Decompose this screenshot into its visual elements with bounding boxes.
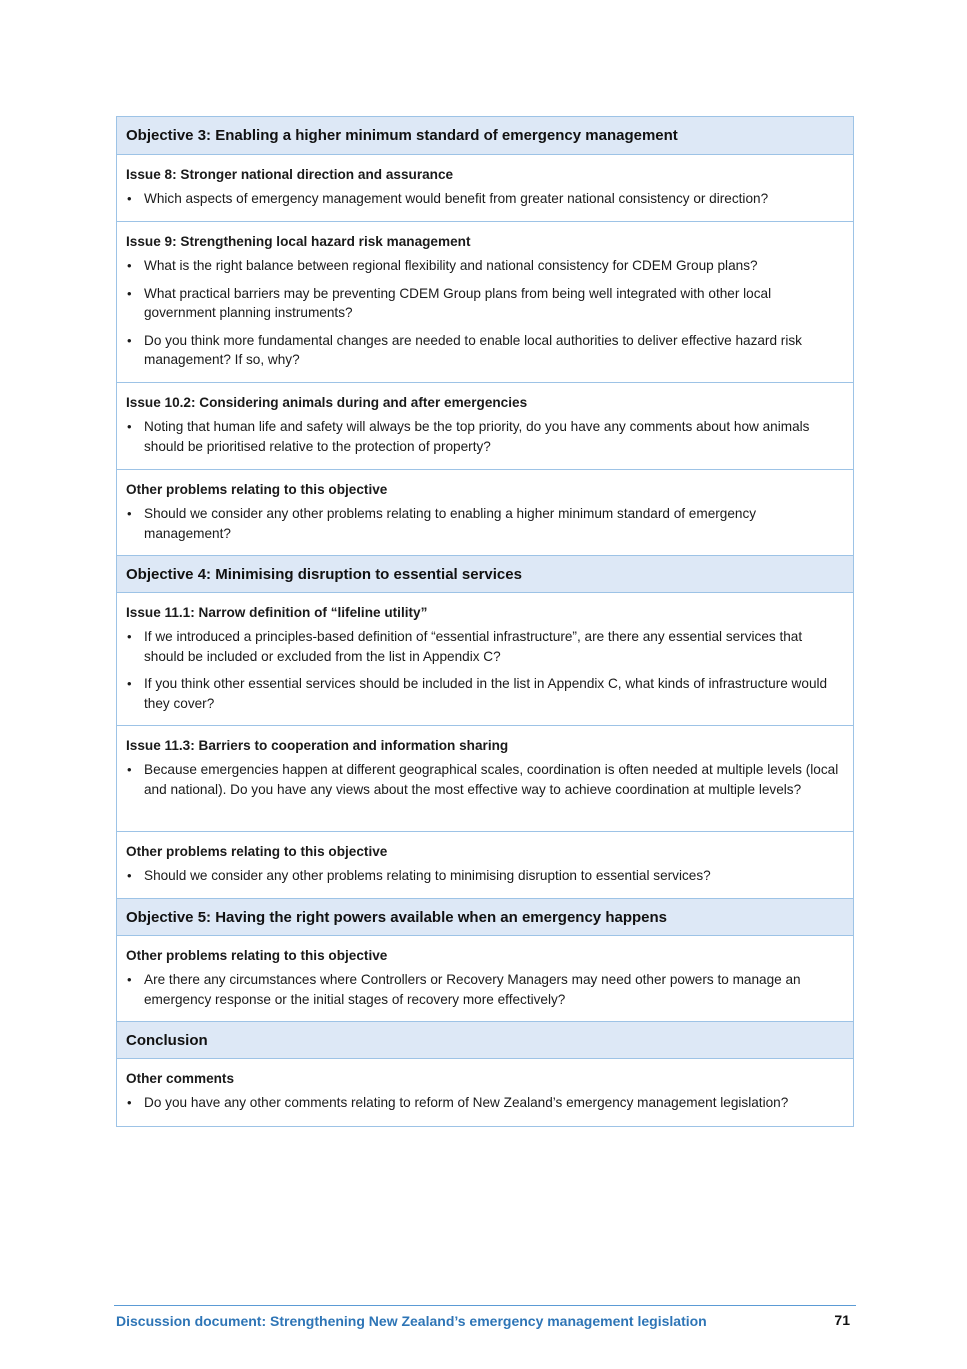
question-list [126, 189, 844, 209]
objective-title: Objective 3: Enabling a higher minimum standard of emergency management [126, 127, 678, 144]
issue-cell [117, 222, 853, 383]
question-item: • If we introduced a principles-based definition of “essential infrastructure”, are there any essential services that should be included or excluded from the list in Appendix C? [126, 627, 844, 666]
issue-title: Issue 9: Strengthening local hazard risk management [126, 234, 471, 249]
question-item: • What practical barriers may be preventing CDEM Group plans from being well integrated with other local government planning instruments? [126, 284, 844, 323]
objective-heading [117, 1022, 853, 1059]
issue-cell [117, 470, 853, 556]
issue-title: Other problems relating to this objective [126, 844, 388, 859]
issue-title: Issue 11.3: Barriers to cooperation and information sharing [126, 738, 509, 753]
objective-heading [117, 556, 853, 593]
question-item: • What is the right balance between regional flexibility and national consistency for CDEM Group plans? [126, 256, 844, 276]
question-item: • Because emergencies happen at different geographical scales, coordination is often needed at multiple levels (local and national). Do you have any views about the most effective way to achieve coordination at multiple levels? [126, 760, 844, 799]
question-list [126, 256, 844, 370]
question-item: • Should we consider any other problems relating to minimising disruption to essential services? [126, 866, 844, 886]
question-item: • Should we consider any other problems relating to enabling a higher minimum standard of emergency management? [126, 504, 844, 543]
question-list [126, 1093, 844, 1113]
issue-cell [117, 383, 853, 470]
objective-title: Objective 5: Having the right powers available when an emergency happens [126, 908, 667, 926]
issue-title: Other problems relating to this objective [126, 482, 388, 497]
question-list [126, 627, 844, 713]
questions-table [116, 116, 854, 1127]
issue-cell [117, 726, 853, 832]
issue-cell [117, 155, 853, 222]
question-item: • Do you think more fundamental changes are needed to enable local authorities to deliver effective hazard risk management? If so, why? [126, 331, 844, 370]
issue-title: Issue 11.1: Narrow definition of “lifeline utility” [126, 605, 428, 620]
issue-title: Other problems relating to this objective [126, 948, 388, 963]
question-list [126, 760, 844, 799]
issue-title: Issue 8: Stronger national direction and assurance [126, 167, 454, 182]
footer-divider [114, 1305, 856, 1306]
question-list [126, 970, 844, 1009]
footer-document-title: Discussion document: Strengthening New Zealand’s emergency management legislation [116, 1313, 707, 1329]
question-item: • If you think other essential services should be included in the list in Appendix C, what kinds of infrastructure would they cover? [126, 674, 844, 713]
question-list [126, 504, 844, 543]
page-number: 71 [834, 1312, 850, 1328]
objective-heading [117, 899, 853, 936]
question-item: • Which aspects of emergency management would benefit from greater national consistency or direction? [126, 189, 844, 209]
question-list [126, 866, 844, 886]
objective-title: Objective 4: Minimising disruption to essential services [126, 565, 522, 583]
question-list [126, 417, 844, 456]
issue-cell [117, 593, 853, 726]
issue-cell [117, 1059, 853, 1126]
issue-cell [117, 936, 853, 1022]
issue-title: Issue 10.2: Considering animals during and after emergencies [126, 395, 528, 410]
issue-cell [117, 832, 853, 899]
objective-heading [117, 117, 853, 155]
question-item: • Noting that human life and safety will always be the top priority, do you have any comments about how animals should be prioritised relative to the protection of property? [126, 417, 844, 456]
objective-title: Conclusion [126, 1031, 208, 1049]
question-item: • Are there any circumstances where Controllers or Recovery Managers may need other powers to manage an emergency response or the initial stages of recovery more effectively? [126, 970, 844, 1009]
issue-title: Other comments [126, 1071, 235, 1086]
question-item: • Do you have any other comments relating to reform of New Zealand’s emergency management legislation? [126, 1093, 844, 1113]
